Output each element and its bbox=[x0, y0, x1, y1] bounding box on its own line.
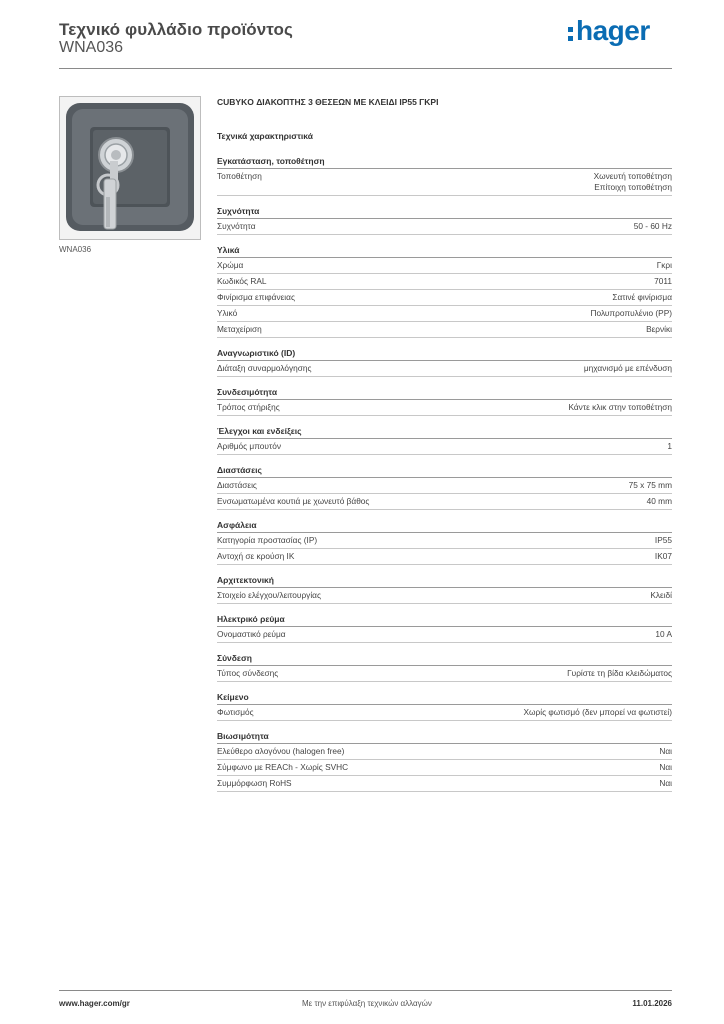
spec-label: Ενσωματωμένα κουτιά με χωνευτό βάθος bbox=[217, 496, 370, 506]
spec-section bbox=[217, 654, 672, 682]
spec-row bbox=[217, 588, 672, 604]
spec-label: Τύπος σύνδεσης bbox=[217, 668, 279, 678]
spec-value bbox=[629, 480, 672, 491]
spec-label: Συχνότητα bbox=[217, 221, 256, 231]
spec-label: Φωτισμός bbox=[217, 707, 254, 717]
spec-value bbox=[584, 363, 672, 374]
spec-row bbox=[217, 744, 672, 760]
section-title: Έλεγχοι και ενδείξεις bbox=[217, 427, 672, 439]
spec-row bbox=[217, 361, 672, 377]
spec-value bbox=[594, 171, 672, 193]
spec-section bbox=[217, 207, 672, 235]
footer-website-link[interactable]: www.hager.com/gr bbox=[59, 999, 130, 1008]
spec-section bbox=[217, 521, 672, 565]
spec-value-line: Χωρίς φωτισμό (δεν μπορεί να φωτιστεί) bbox=[523, 707, 672, 717]
spec-value bbox=[667, 441, 672, 452]
spec-value bbox=[655, 535, 672, 546]
spec-row bbox=[217, 533, 672, 549]
spec-value bbox=[591, 308, 673, 319]
spec-section bbox=[217, 349, 672, 377]
section-title: Διαστάσεις bbox=[217, 466, 672, 478]
footer-date: 11.01.2026 bbox=[632, 999, 672, 1008]
spec-value bbox=[655, 629, 672, 640]
document-title: Τεχνικό φυλλάδιο προϊόντος bbox=[59, 20, 293, 39]
spec-row bbox=[217, 306, 672, 322]
spec-value-line: Βερνίκι bbox=[646, 324, 672, 334]
spec-section bbox=[217, 576, 672, 604]
spec-row bbox=[217, 666, 672, 682]
spec-row bbox=[217, 705, 672, 721]
spec-value-line: 40 mm bbox=[646, 496, 672, 506]
footer-divider bbox=[59, 990, 672, 991]
header-divider bbox=[59, 68, 672, 69]
spec-row bbox=[217, 439, 672, 455]
spec-value-line: Γκρι bbox=[656, 260, 672, 270]
spec-label: Χρώμα bbox=[217, 260, 244, 270]
hager-logo bbox=[568, 15, 650, 47]
spec-row bbox=[217, 219, 672, 235]
spec-row bbox=[217, 274, 672, 290]
spec-value-line: Ναι bbox=[659, 746, 672, 756]
spec-value-line: 50 - 60 Hz bbox=[633, 221, 672, 231]
spec-label: Ονομαστικό ρεύμα bbox=[217, 629, 286, 639]
spec-value bbox=[568, 402, 672, 413]
spec-value bbox=[647, 496, 672, 507]
spec-value-line: 10 A bbox=[655, 629, 672, 639]
spec-section bbox=[217, 246, 672, 338]
spec-value-line: Ναι bbox=[659, 778, 672, 788]
spec-row bbox=[217, 494, 672, 510]
spec-value-line: Επίτοιχη τοποθέτηση bbox=[594, 182, 672, 192]
spec-label: Διαστάσεις bbox=[217, 480, 257, 490]
spec-label: Τρόπος στήριξης bbox=[217, 402, 280, 412]
spec-section bbox=[217, 388, 672, 416]
spec-label: Τοποθέτηση bbox=[217, 171, 262, 181]
spec-value-line: Σατινέ φινίρισμα bbox=[612, 292, 672, 302]
footer-notice: Με την επιφύλαξη τεχνικών αλλαγών bbox=[302, 999, 432, 1008]
spec-section bbox=[217, 427, 672, 455]
spec-label: Αριθμός μπουτόν bbox=[217, 441, 281, 451]
technical-characteristics-heading: Τεχνικά χαρακτηριστικά bbox=[217, 131, 313, 141]
spec-label: Κατηγορία προστασίας (IP) bbox=[217, 535, 318, 545]
spec-row bbox=[217, 400, 672, 416]
spec-value-line: 75 x 75 mm bbox=[628, 480, 672, 490]
logo-text: hager bbox=[576, 15, 650, 46]
spec-label: Μεταχείριση bbox=[217, 324, 262, 334]
spec-value bbox=[659, 778, 672, 789]
spec-label: Συμμόρφωση RoHS bbox=[217, 778, 292, 788]
spec-label: Υλικό bbox=[217, 308, 238, 318]
spec-section bbox=[217, 732, 672, 792]
spec-value bbox=[646, 324, 672, 335]
spec-row bbox=[217, 478, 672, 494]
spec-value-line: Ναι bbox=[659, 762, 672, 772]
spec-value-line: Πολυπροπυλένιο (PP) bbox=[590, 308, 672, 318]
section-title: Ασφάλεια bbox=[217, 521, 672, 533]
spec-value bbox=[567, 668, 672, 679]
logo-dots-icon bbox=[568, 27, 573, 41]
spec-value-line: 7011 bbox=[654, 276, 672, 286]
spec-row bbox=[217, 322, 672, 338]
product-title: CUBYKO ΔΙΑΚΟΠΤΗΣ 3 ΘΕΣΕΩΝ ΜΕ ΚΛΕΙΔΙ IP55 ΓΚΡΙ bbox=[217, 97, 439, 107]
spec-value bbox=[657, 260, 672, 271]
spec-section bbox=[217, 693, 672, 721]
section-title: Συχνότητα bbox=[217, 207, 672, 219]
spec-value bbox=[634, 221, 672, 232]
spec-label: Στοιχείο ελέγχου/λειτουργίας bbox=[217, 590, 321, 600]
section-title: Σύνδεση bbox=[217, 654, 672, 666]
spec-value bbox=[659, 762, 672, 773]
spec-value-line: μηχανισμό με επένδυση bbox=[583, 363, 672, 373]
spec-row bbox=[217, 290, 672, 306]
spec-label: Κωδικός RAL bbox=[217, 276, 267, 286]
spec-section bbox=[217, 157, 672, 196]
spec-row bbox=[217, 776, 672, 792]
spec-row bbox=[217, 627, 672, 643]
spec-value bbox=[650, 590, 672, 601]
spec-label: Ελεύθερο αλογόνου (halogen free) bbox=[217, 746, 345, 756]
spec-row bbox=[217, 760, 672, 776]
key-switch-illustration bbox=[60, 97, 200, 239]
spec-label: Φινίρισμα επιφάνειας bbox=[217, 292, 295, 302]
image-caption: WNA036 bbox=[59, 245, 92, 254]
spec-section bbox=[217, 466, 672, 510]
spec-value-line: Κλειδί bbox=[650, 590, 672, 600]
product-code: WNA036 bbox=[59, 39, 124, 56]
spec-value-line: IK07 bbox=[654, 551, 672, 561]
section-title: Υλικά bbox=[217, 246, 672, 258]
spec-section bbox=[217, 615, 672, 643]
spec-value bbox=[654, 276, 672, 287]
spec-value bbox=[612, 292, 672, 303]
spec-value-line: 1 bbox=[667, 441, 672, 451]
spec-row bbox=[217, 169, 672, 196]
section-title: Συνδεσιμότητα bbox=[217, 388, 672, 400]
spec-label: Αντοχή σε κρούση IK bbox=[217, 551, 295, 561]
spec-value bbox=[659, 746, 672, 757]
section-title: Αρχιτεκτονική bbox=[217, 576, 672, 588]
spec-value-line: Γυρίστε τη βίδα κλειδώματος bbox=[567, 668, 672, 678]
section-title: Βιωσιμότητα bbox=[217, 732, 672, 744]
product-image bbox=[59, 96, 201, 240]
spec-value-line: IP55 bbox=[654, 535, 672, 545]
spec-label: Σύμφωνο με REACh - Χωρίς SVHC bbox=[217, 762, 349, 772]
spec-row bbox=[217, 258, 672, 274]
spec-value bbox=[655, 551, 672, 562]
spec-value-line: Χωνευτή τοποθέτηση bbox=[593, 171, 672, 181]
spec-value bbox=[524, 707, 672, 718]
spec-row bbox=[217, 549, 672, 565]
section-title: Ηλεκτρικό ρεύμα bbox=[217, 615, 672, 627]
spec-label: Διάταξη συναρμολόγησης bbox=[217, 363, 312, 373]
section-title: Κείμενο bbox=[217, 693, 672, 705]
spec-table bbox=[217, 157, 672, 803]
section-title: Εγκατάσταση, τοποθέτηση bbox=[217, 157, 672, 169]
section-title: Αναγνωριστικό (ID) bbox=[217, 349, 672, 361]
spec-value-line: Κάντε κλικ στην τοποθέτηση bbox=[568, 402, 672, 412]
